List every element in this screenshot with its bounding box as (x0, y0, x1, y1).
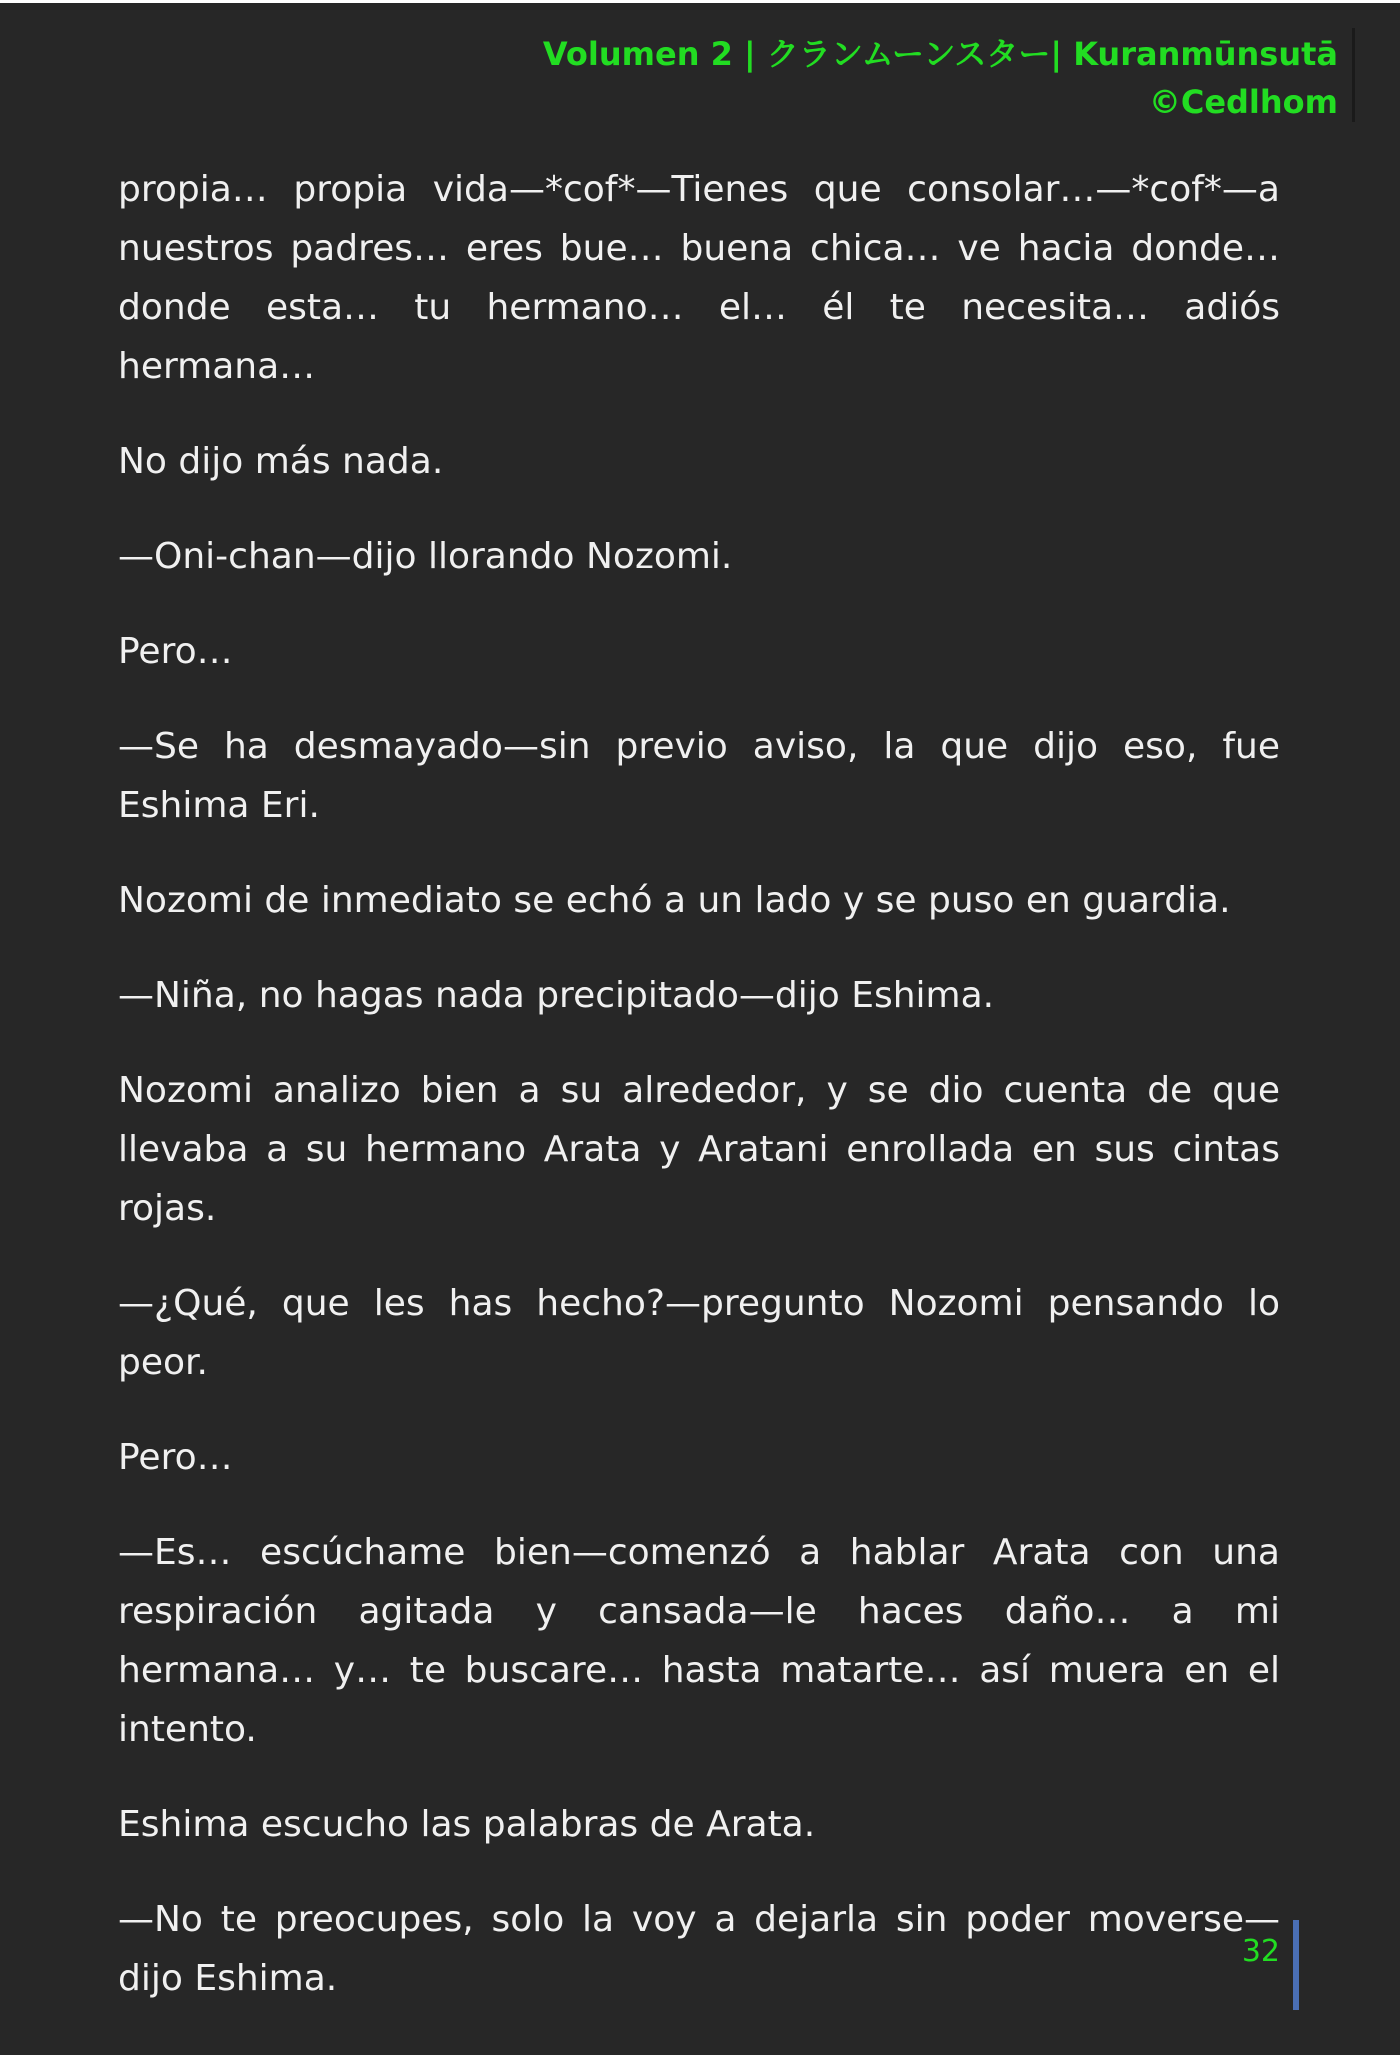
paragraph: Nozomi de inmediato se echó a un lado y se puso en guardia. (118, 880, 1231, 921)
page-body (118, 160, 1280, 2044)
page-header (543, 30, 1338, 126)
paragraph: Pero… (118, 1437, 233, 1478)
header-volume-title: Volumen 2 | クランムーンスター| Kuranmūnsutā (542, 35, 1338, 73)
paragraph: —¿Qué, que les has hecho?—pregunto Nozomi pensando lo peor. (118, 1283, 1280, 1383)
paragraph: —Niña, no hagas nada precipitado—dijo Eshima. (118, 975, 995, 1016)
paragraph: No dijo más nada. (118, 441, 444, 482)
page-number: 32 (1241, 1934, 1280, 1969)
paragraph: —Se ha desmayado—sin previo aviso, la que dijo eso, fue Eshima Eri. (118, 726, 1280, 826)
header-author: ©Cedlhom (1148, 83, 1338, 121)
header-divider (1352, 28, 1355, 122)
paragraph: Nozomi analizo bien a su alrededor, y se dio cuenta de que llevaba a su hermano Arata y Aratani enrollada en sus cintas rojas. (118, 1070, 1280, 1229)
paragraph: propia… propia vida—*cof*—Tienes que consolar…—*cof*—a nuestros padres… eres bue… buena chica… ve hacia donde… donde esta… tu hermano… el… él te necesita… adiós hermana… (118, 169, 1280, 387)
page-top-edge (0, 0, 1400, 3)
paragraph: Pero… (118, 631, 233, 672)
paragraph: —No te preocupes, solo la voy a dejarla sin poder moverse—dijo Eshima. (118, 1899, 1280, 1999)
paragraph: —Es… escúchame bien—comenzó a hablar Arata con una respiración agitada y cansada—le haces daño… a mi hermana… y… te buscare… hasta matarte… así muera en el intento. (118, 1532, 1280, 1750)
paragraph: —Oni-chan—dijo llorando Nozomi. (118, 536, 733, 577)
footer-divider (1293, 1920, 1299, 2010)
paragraph: Eshima escucho las palabras de Arata. (118, 1804, 816, 1845)
